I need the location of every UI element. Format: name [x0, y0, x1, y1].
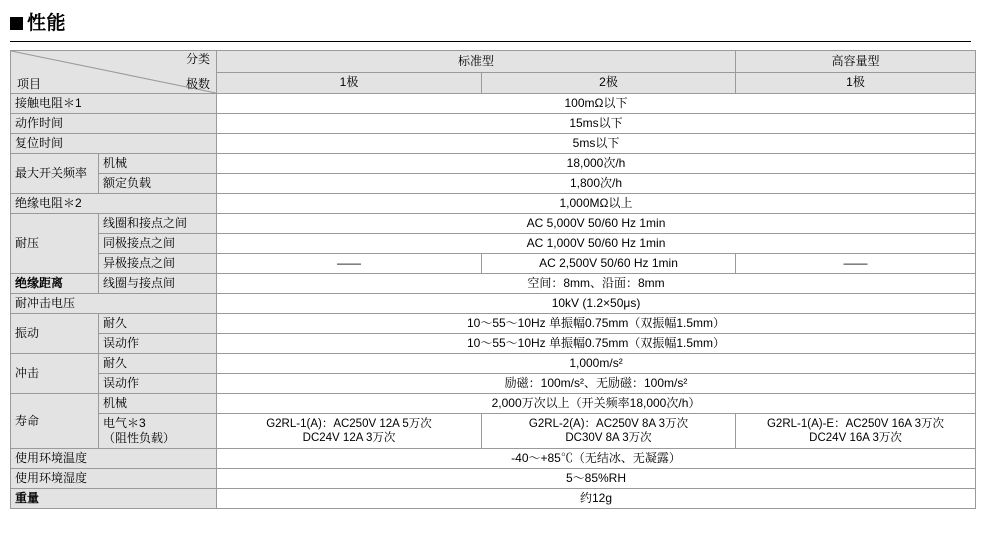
row-sublabel: 同极接点之间 — [99, 234, 217, 254]
row-sublabel: 机械 — [99, 394, 217, 414]
table-row — [11, 114, 976, 134]
table-row — [11, 449, 976, 469]
row-value-2: G2RL-2(A)：AC250V 8A 3万次 DC30V 8A 3万次 — [482, 414, 736, 449]
row-value-1: 10～55～10Hz 单振幅0.75mm（双振幅1.5mm） — [217, 314, 976, 334]
row-sublabel: 异极接点之间 — [99, 254, 217, 274]
row-value-1: 100mΩ以下 — [217, 94, 976, 114]
row-value-1: 10～55～10Hz 单振幅0.75mm（双振幅1.5mm） — [217, 334, 976, 354]
row-value-1: AC 5,000V 50/60 Hz 1min — [217, 214, 976, 234]
row-label: 动作时间 — [11, 114, 217, 134]
table-header-row-groups — [11, 51, 976, 73]
row-label: 使用环境温度 — [11, 449, 217, 469]
row-value-1: 1,000m/s² — [217, 354, 976, 374]
row-value-1: 空间：8mm、沿面：8mm — [217, 274, 976, 294]
row-value-3: G2RL-1(A)-E：AC250V 16A 3万次 DC24V 16A 3万次 — [736, 414, 976, 449]
row-value-1: 10kV (1.2×50μs) — [217, 294, 976, 314]
performance-table — [10, 50, 976, 509]
row-value-3: —— — [736, 254, 976, 274]
row-value-1: 1,800次/h — [217, 174, 976, 194]
row-sublabel: 耐久 — [99, 314, 217, 334]
row-label: 冲击 — [11, 354, 99, 394]
title-divider — [10, 41, 971, 42]
row-label: 寿命 — [11, 394, 99, 449]
row-label: 重量 — [11, 489, 217, 509]
table-row — [11, 174, 976, 194]
row-value-1: 2,000万次以上（开关频率18,000次/h） — [217, 394, 976, 414]
table-row — [11, 134, 976, 154]
corner-item-label: 项目 — [17, 77, 42, 91]
corner-poles-label: 极数 — [185, 77, 210, 91]
column-header-3: 1极 — [736, 72, 976, 94]
row-sublabel: 误动作 — [99, 334, 217, 354]
table-corner-cell — [11, 51, 217, 94]
table-row — [11, 489, 976, 509]
column-header-1: 1极 — [217, 72, 482, 94]
row-label: 复位时间 — [11, 134, 217, 154]
row-label: 使用环境湿度 — [11, 469, 217, 489]
table-row — [11, 94, 976, 114]
row-sublabel: 电气＊3 （阻性负载） — [99, 414, 217, 449]
row-value-1: 5～85%RH — [217, 469, 976, 489]
group-header-1: 标准型 — [217, 51, 736, 73]
table-row — [11, 274, 976, 294]
square-bullet-icon — [10, 17, 23, 30]
row-sublabel: 机械 — [99, 154, 217, 174]
table-row — [11, 334, 976, 354]
row-value-1: 1,000MΩ以上 — [217, 194, 976, 214]
row-label: 振动 — [11, 314, 99, 354]
page-title-label: 性能 — [27, 12, 67, 34]
table-row — [11, 314, 976, 334]
row-value-2: AC 2,500V 50/60 Hz 1min — [482, 254, 736, 274]
row-value-1: G2RL-1(A)：AC250V 12A 5万次 DC24V 12A 3万次 — [217, 414, 482, 449]
row-value-1: AC 1,000V 50/60 Hz 1min — [217, 234, 976, 254]
row-label: 绝缘距离 — [11, 274, 99, 294]
row-label: 最大开关频率 — [11, 154, 99, 194]
row-value-1: -40～+85℃（无结冰、无凝露） — [217, 449, 976, 469]
table-row — [11, 294, 976, 314]
table-row — [11, 214, 976, 234]
row-label: 耐冲击电压 — [11, 294, 217, 314]
row-value-1: 约12g — [217, 489, 976, 509]
corner-category-label: 分类 — [185, 52, 210, 66]
page-title — [8, 8, 973, 38]
table-row — [11, 194, 976, 214]
row-sublabel: 额定负载 — [99, 174, 217, 194]
table-row — [11, 374, 976, 394]
table-row — [11, 234, 976, 254]
row-value-1: 18,000次/h — [217, 154, 976, 174]
row-sublabel: 线圈和接点之间 — [99, 214, 217, 234]
row-value-1: 5ms以下 — [217, 134, 976, 154]
group-header-2: 高容量型 — [736, 51, 976, 73]
column-header-2: 2极 — [482, 72, 736, 94]
row-sublabel: 误动作 — [99, 374, 217, 394]
table-row — [11, 254, 976, 274]
row-label: 耐压 — [11, 214, 99, 274]
row-sublabel: 耐久 — [99, 354, 217, 374]
table-row — [11, 414, 976, 449]
table-row — [11, 394, 976, 414]
row-value-1: —— — [217, 254, 482, 274]
row-value-1: 励磁：100m/s²、无励磁：100m/s² — [217, 374, 976, 394]
table-row — [11, 469, 976, 489]
row-label: 绝缘电阻＊2 — [11, 194, 217, 214]
table-row — [11, 154, 976, 174]
row-value-1: 15ms以下 — [217, 114, 976, 134]
row-sublabel: 线圈与接点间 — [99, 274, 217, 294]
row-label: 接触电阻＊1 — [11, 94, 217, 114]
table-row — [11, 354, 976, 374]
